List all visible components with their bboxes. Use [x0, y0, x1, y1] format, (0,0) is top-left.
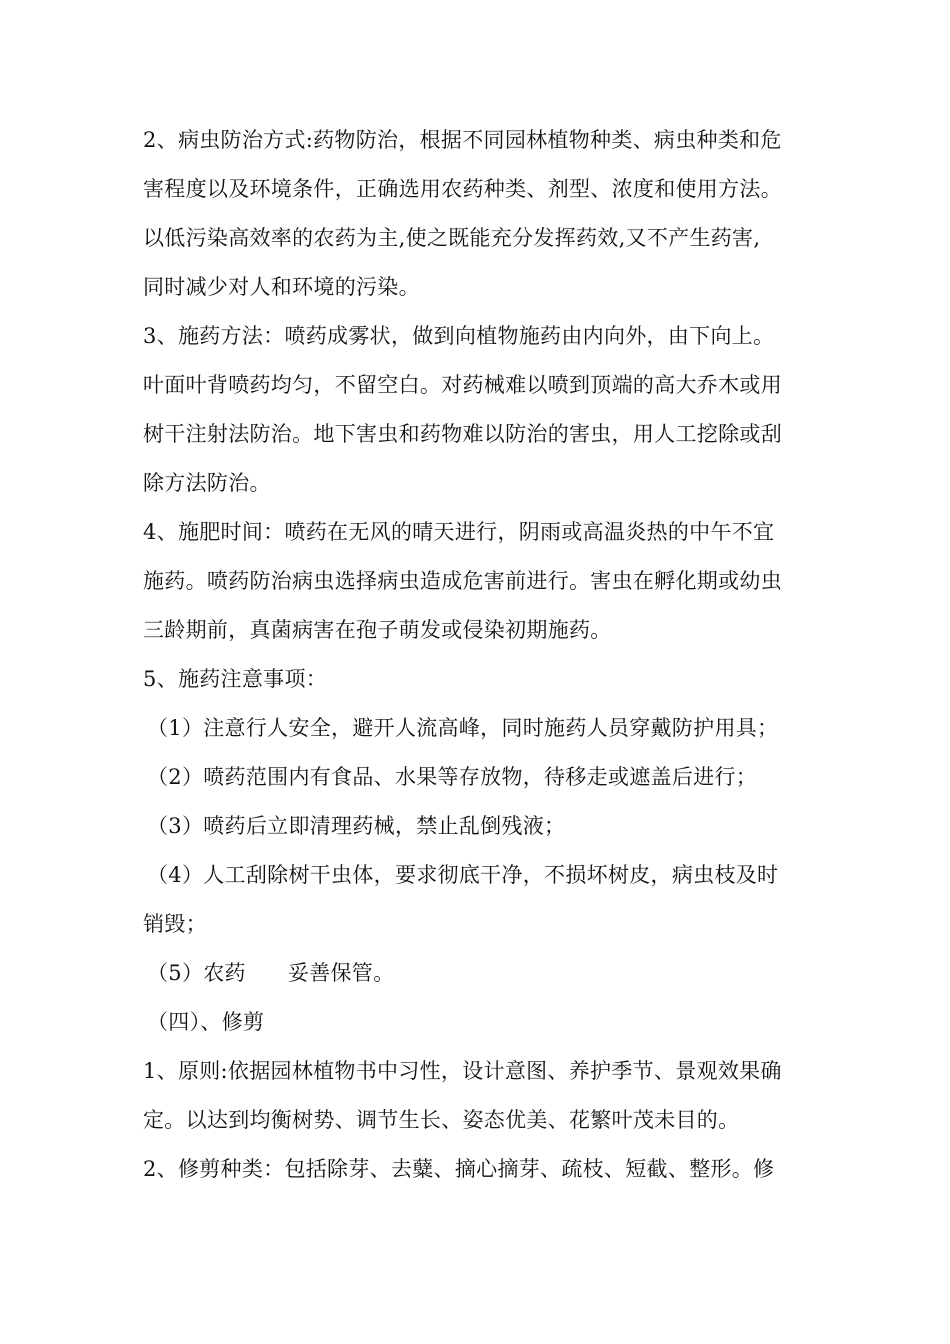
text-line: 2、修剪种类：包括除芽、去糵、摘心摘芽、疏枝、短截、整形。修	[143, 1157, 775, 1181]
text-line: （3）喷药后立即清理药械，禁止乱倒残液；	[147, 814, 566, 838]
text-line: 2、病虫防治方式:药物防治，根据不同园林植物种类、病虫种类和危	[143, 128, 782, 152]
text-line: （4）人工刮除树干虫体，要求彻底干净，不损坏树皮，病虫枝及时	[147, 863, 779, 887]
text-line: 5、施药注意事项：	[143, 667, 328, 691]
text-segment: 妥善保管。	[287, 961, 395, 985]
text-line: 除方法防治。	[143, 471, 271, 495]
text-line: 树干注射法防治。地下害虫和药物难以防治的害虫，用人工挖除或刮	[143, 422, 782, 446]
section-heading: （四）、修剪	[147, 1010, 265, 1034]
text-line: 叶面叶背喷药均匀，不留空白。对药械难以喷到顶端的高大乔木或用	[143, 373, 782, 397]
text-segment: （5）农药	[147, 961, 246, 985]
text-line: 销毁；	[143, 912, 207, 936]
text-line: 定。以达到均衡树势、调节生长、姿态优美、花繁叶茂未目的。	[143, 1108, 740, 1132]
text-line: 以低污染高效率的农药为主,使之既能充分发挥药效,又不产生药害,	[143, 226, 761, 250]
text-line: 施药。喷药防治病虫选择病虫造成危害前进行。害虫在孵化期或幼虫	[143, 569, 782, 593]
text-line: （1）注意行人安全，避开人流高峰，同时施药人员穿戴防护用具；	[147, 716, 779, 740]
document-body	[143, 116, 813, 1194]
text-line: （2）喷药范围内有食品、水果等存放物，待移走或遮盖后进行；	[147, 765, 758, 789]
text-line: 3、施药方法：喷药成雾状，做到向植物施药由内向外，由下向上。	[143, 324, 775, 348]
text-line: 4、施肥时间：喷药在无风的晴天进行，阴雨或高温炎热的中午不宜	[143, 520, 775, 544]
text-line: 同时减少对人和环境的污染。	[143, 275, 420, 299]
text-line: 1、原则:依据园林植物书中习性，设计意图、养护季节、景观效果确	[143, 1059, 782, 1083]
text-line	[143, 949, 813, 998]
text-line: 三龄期前，真菌病害在孢子萌发或侵染初期施药。	[143, 618, 612, 642]
text-line: 害程度以及环境条件，正确选用农药种类、剂型、浓度和使用方法。	[143, 177, 782, 201]
